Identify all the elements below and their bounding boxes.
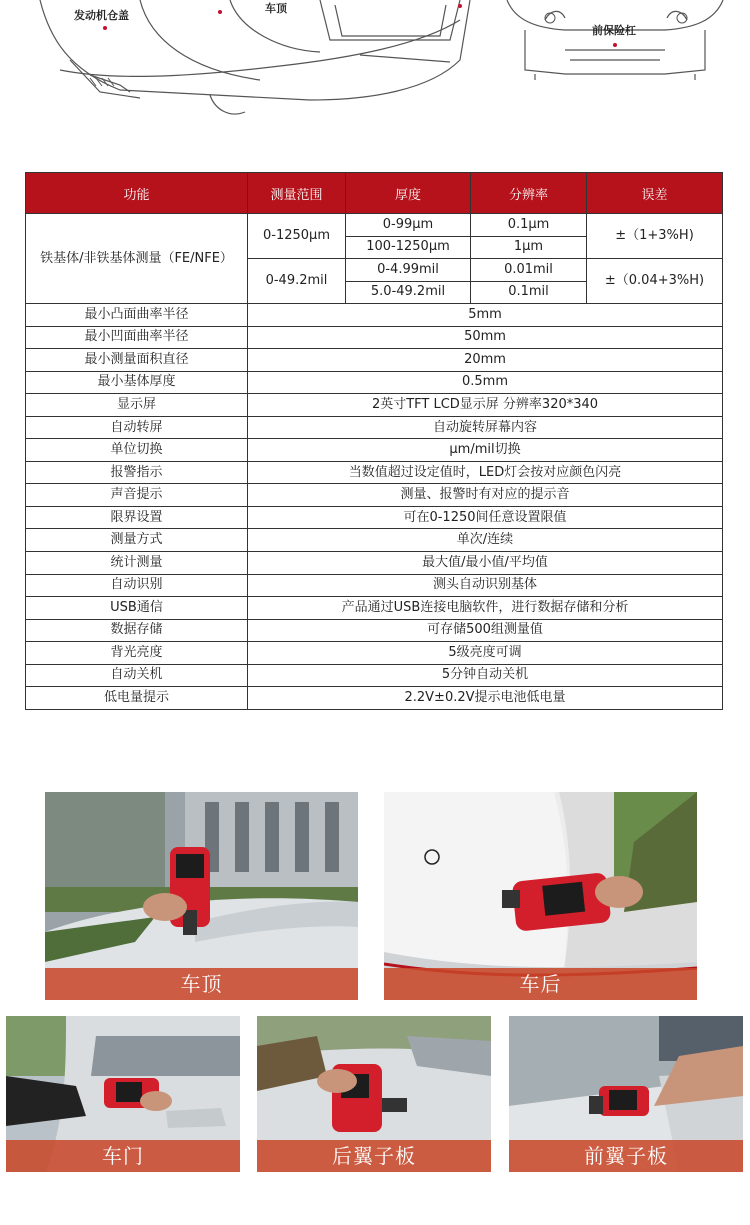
feature-name-cell: 数据存储 [26, 619, 248, 642]
photo-caption: 车门 [6, 1140, 240, 1172]
thickness-cell: 0-99μm [346, 214, 471, 237]
photo-front-fender [509, 1016, 743, 1172]
feature-name-cell: 自动识别 [26, 574, 248, 597]
resolution-cell: 1μm [471, 236, 587, 259]
feature-value-cell: 测量、报警时有对应的提示音 [248, 484, 723, 507]
feature-value-cell: 2.2V±0.2V提示电池低电量 [248, 687, 723, 710]
feature-value-cell: 可在0-1250间任意设置限值 [248, 506, 723, 529]
photo-caption: 车后 [384, 968, 697, 1000]
feature-name-cell: 限界设置 [26, 506, 248, 529]
range-cell: 0-1250μm [248, 214, 346, 259]
feature-value-cell: 5mm [248, 304, 723, 327]
feature-name-cell: 低电量提示 [26, 687, 248, 710]
photo-roof [45, 792, 358, 1000]
table-row [26, 664, 723, 687]
table-row [26, 619, 723, 642]
spec-table-header-row [26, 173, 723, 214]
table-row [26, 642, 723, 665]
feature-value-cell: 5级亮度可调 [248, 642, 723, 665]
feature-name-cell: 单位切换 [26, 439, 248, 462]
photo-rear [384, 792, 697, 1000]
table-row [26, 551, 723, 574]
feature-value-cell: 5分钟自动关机 [248, 664, 723, 687]
feature-name-cell: 最小凸面曲率半径 [26, 304, 248, 327]
photo-caption: 后翼子板 [257, 1140, 491, 1172]
header-thickness: 厚度 [346, 173, 471, 214]
callout-engine-hood: 发动机仓盖 [74, 9, 129, 22]
table-row [26, 439, 723, 462]
header-range: 测量范围 [248, 173, 346, 214]
table-row [26, 394, 723, 417]
feature-name-cell: 统计测量 [26, 551, 248, 574]
callout-front-bumper: 前保险杠 [592, 24, 636, 37]
photo-caption: 前翼子板 [509, 1140, 743, 1172]
feature-name-cell: 背光亮度 [26, 642, 248, 665]
table-row [26, 484, 723, 507]
table-row [26, 349, 723, 372]
callout-dot [218, 10, 222, 14]
table-row [26, 416, 723, 439]
car-front-illustration [505, 0, 727, 80]
feature-value-cell: 测头自动识别基体 [248, 574, 723, 597]
feature-value-cell: 最大值/最小值/平均值 [248, 551, 723, 574]
callout-dot [458, 4, 462, 8]
feature-name-cell: 铁基体/非铁基体测量（FE/NFE） [26, 214, 248, 304]
thickness-cell: 100-1250μm [346, 236, 471, 259]
header-error: 误差 [587, 173, 723, 214]
feature-value-cell: 20mm [248, 349, 723, 372]
feature-name-cell: USB通信 [26, 597, 248, 620]
feature-name-cell: 报警指示 [26, 461, 248, 484]
resolution-cell: 0.01mil [471, 259, 587, 282]
header-function: 功能 [26, 173, 248, 214]
feature-name-cell: 最小基体厚度 [26, 371, 248, 394]
error-cell: ±（1+3%H) [587, 214, 723, 259]
header-resolution: 分辨率 [471, 173, 587, 214]
photo-rear-fender [257, 1016, 491, 1172]
feature-value-cell: 产品通过USB连接电脑软件，进行数据存储和分析 [248, 597, 723, 620]
car-side-line-drawing [30, 0, 480, 120]
error-cell: ±（0.04+3%H) [587, 259, 723, 304]
resolution-cell: 0.1μm [471, 214, 587, 237]
feature-name-cell: 测量方式 [26, 529, 248, 552]
feature-value-cell: 自动旋转屏幕内容 [248, 416, 723, 439]
feature-value-cell: 当数值超过设定值时，LED灯会按对应颜色闪亮 [248, 461, 723, 484]
table-row [26, 506, 723, 529]
thickness-cell: 5.0-49.2mil [346, 281, 471, 304]
car-front-line-drawing [505, 0, 727, 80]
feature-value-cell: μm/mil切换 [248, 439, 723, 462]
feature-name-cell: 自动关机 [26, 664, 248, 687]
feature-value-cell: 单次/连续 [248, 529, 723, 552]
table-row [26, 529, 723, 552]
table-row [26, 304, 723, 327]
table-row [26, 574, 723, 597]
feature-value-cell: 2英寸TFT LCD显示屏 分辨率320*340 [248, 394, 723, 417]
table-row [26, 687, 723, 710]
callout-roof: 车顶 [265, 2, 287, 15]
feature-value-cell: 50mm [248, 326, 723, 349]
spec-table [25, 172, 723, 710]
table-row [26, 326, 723, 349]
table-row [26, 214, 723, 237]
callout-dot [613, 43, 617, 47]
feature-value-cell: 0.5mm [248, 371, 723, 394]
resolution-cell: 0.1mil [471, 281, 587, 304]
callout-dot [103, 26, 107, 30]
feature-name-cell: 自动转屏 [26, 416, 248, 439]
table-row [26, 461, 723, 484]
feature-name-cell: 最小测量面积直径 [26, 349, 248, 372]
photo-caption: 车顶 [45, 968, 358, 1000]
feature-name-cell: 显示屏 [26, 394, 248, 417]
feature-name-cell: 最小凹面曲率半径 [26, 326, 248, 349]
photo-door [6, 1016, 240, 1172]
thickness-cell: 0-4.99mil [346, 259, 471, 282]
feature-name-cell: 声音提示 [26, 484, 248, 507]
range-cell: 0-49.2mil [248, 259, 346, 304]
feature-value-cell: 可存储500组测量值 [248, 619, 723, 642]
table-row [26, 597, 723, 620]
table-row [26, 371, 723, 394]
